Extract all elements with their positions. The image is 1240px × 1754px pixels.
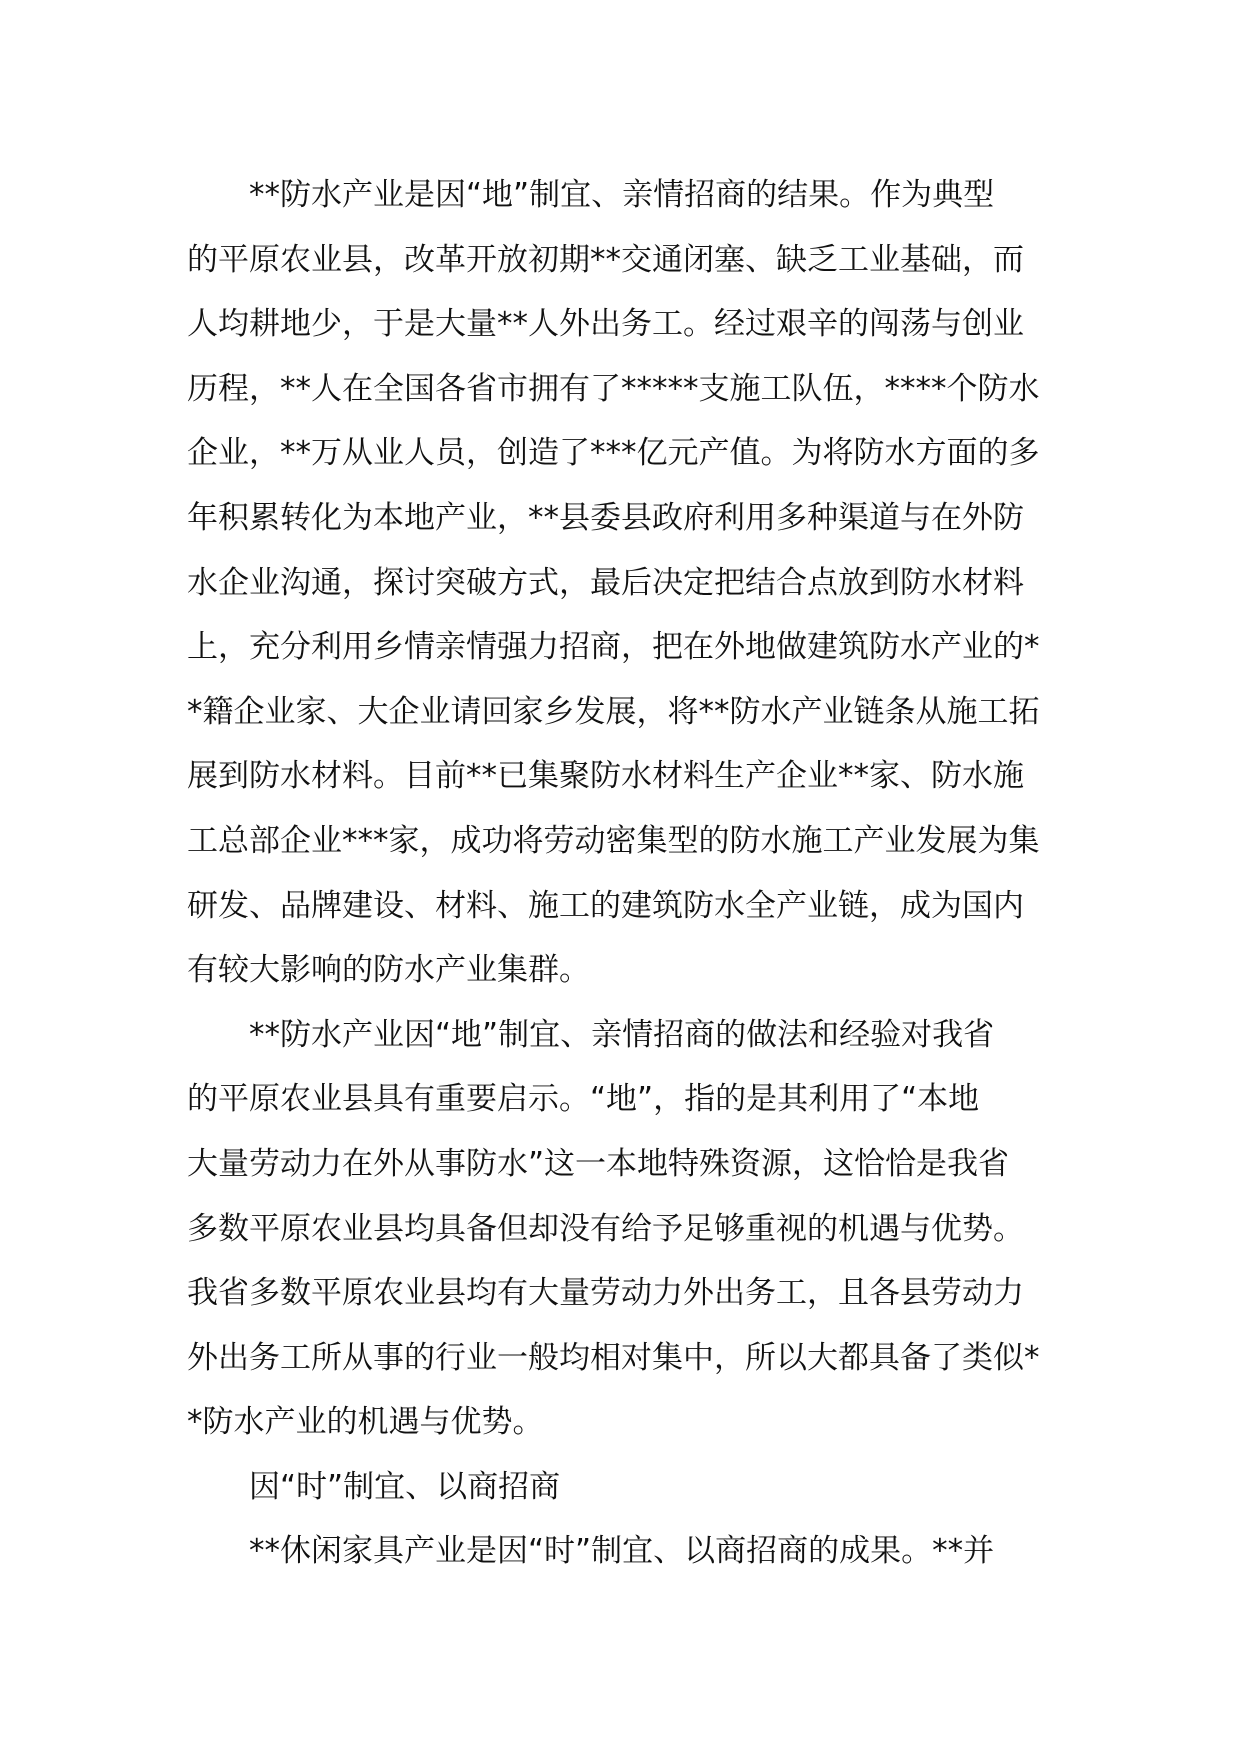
text-line: 展到防水材料。目前**已集聚防水材料生产企业**家、防水施 <box>187 758 1024 795</box>
text-line: 我省多数平原农业县均有大量劳动力外出务工，且各县劳动力 <box>187 1275 1024 1312</box>
text-line: **防水产业因“地”制宜、亲情招商的做法和经验对我省 <box>249 1016 995 1053</box>
text-line: 水企业沟通，探讨突破方式，最后决定把结合点放到防水材料 <box>187 564 1024 601</box>
text-line: 人均耕地少，于是大量**人外出务工。经过艰辛的闯荡与创业 <box>187 306 1024 343</box>
text-line: 有较大影响的防水产业集群。 <box>187 952 590 989</box>
text-line: **防水产业是因“地”制宜、亲情招商的结果。作为典型 <box>249 177 995 213</box>
text-line: 外出务工所从事的行业一般均相对集中，所以大都具备了类似* <box>187 1339 1040 1376</box>
section-heading <box>187 1455 1053 1520</box>
text-line: 年积累转化为本地产业，**县委县政府利用多种渠道与在外防 <box>187 499 1024 536</box>
text-line: 企业，**万从业人员，创造了***亿元产值。为将防水方面的多 <box>187 435 1040 472</box>
document-body <box>187 163 1053 1584</box>
paragraph-enlightenment <box>187 1003 1053 1455</box>
text-line: 研发、品牌建设、材料、施工的建筑防水全产业链，成为国内 <box>187 887 1024 924</box>
text-line: 因“时”制宜、以商招商 <box>249 1468 561 1505</box>
text-line: *籍企业家、大企业请回家乡发展，将**防水产业链条从施工拓 <box>187 693 1040 730</box>
text-line: 大量劳动力在外从事防水”这一本地特殊资源，这恰恰是我省 <box>187 1145 1010 1182</box>
text-line: 的平原农业县，改革开放初期**交通闭塞、缺乏工业基础，而 <box>187 241 1024 278</box>
text-line: 工总部企业***家，成功将劳动密集型的防水施工产业发展为集 <box>187 822 1040 859</box>
text-line: 多数平原农业县均具备但却没有给予足够重视的机遇与优势。 <box>187 1210 1024 1247</box>
text-line: **休闲家具产业是因“时”制宜、以商招商的成果。**并 <box>249 1533 995 1570</box>
text-line: 的平原农业县具有重要启示。“地”，指的是其利用了“本地 <box>187 1081 980 1118</box>
paragraph-waterproof-industry <box>187 163 1053 1003</box>
paragraph-furniture-industry <box>187 1519 1053 1584</box>
text-line: 上，充分利用乡情亲情强力招商，把在外地做建筑防水产业的* <box>187 629 1040 666</box>
text-line: *防水产业的机遇与优势。 <box>187 1404 544 1441</box>
text-line: 历程，**人在全国各省市拥有了*****支施工队伍，****个防水 <box>187 370 1040 407</box>
